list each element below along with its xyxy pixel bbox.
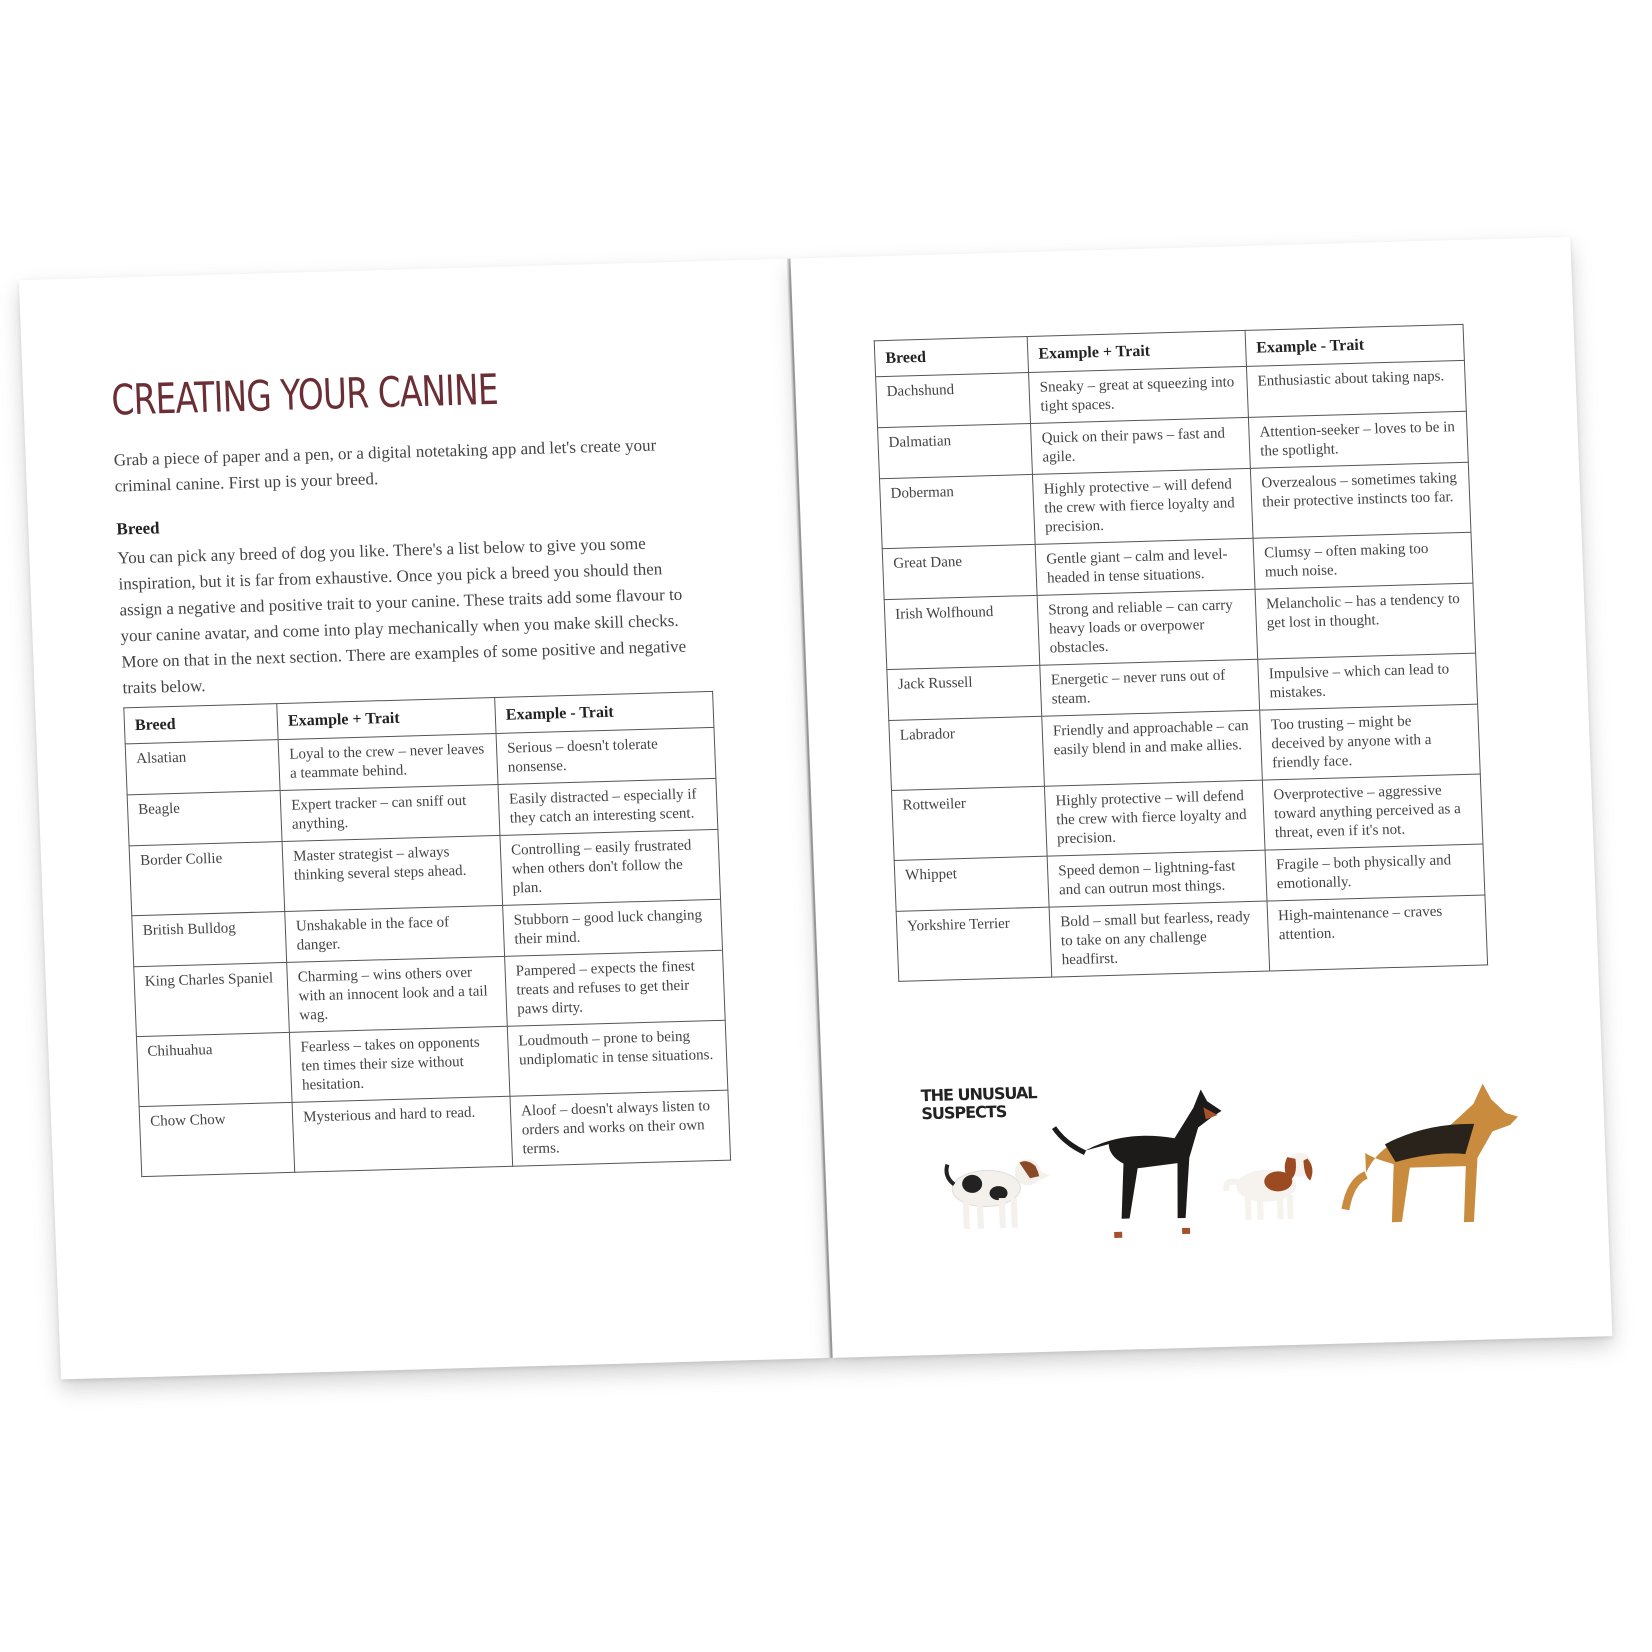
traits-table-right-body — [876, 360, 1488, 981]
table-row — [896, 895, 1487, 981]
cell-breed: Irish Wolfhound — [884, 595, 1040, 669]
cell-negative: Serious – doesn't tolerate nonsense. — [496, 727, 716, 784]
cell-negative: Loudmouth – prone to being undiplomatic in tense situations. — [507, 1020, 728, 1096]
header-negative-trait: Example - Trait — [1245, 324, 1464, 366]
table-row — [139, 1090, 730, 1176]
cell-negative: Too trusting – might be deceived by anyone with a friendly face. — [1260, 704, 1481, 780]
cell-positive: Highly protective – will defend the crew with fierce loyalty and precision. — [1045, 780, 1266, 856]
cell-breed: Chihuahua — [136, 1032, 292, 1106]
cell-breed: Jack Russell — [887, 665, 1042, 720]
cell-positive: Loyal to the crew – never leaves a teammate behind. — [278, 734, 498, 791]
cell-positive: Bold – small but fearless, ready to take on any challenge headfirst. — [1049, 901, 1270, 977]
traits-table-left-body — [125, 727, 730, 1176]
cell-positive: Strong and reliable – can carry heavy loads or overpower obstacles. — [1037, 589, 1258, 665]
cell-breed: Rottweiler — [891, 786, 1047, 860]
header-breed: Breed — [124, 704, 278, 744]
dog-illustrations — [912, 1058, 1538, 1245]
cell-negative: Impulsive – which can lead to mistakes. — [1258, 653, 1478, 710]
header-positive-trait: Example + Trait — [1027, 330, 1246, 372]
cell-positive: Unshakable in the face of danger. — [285, 905, 505, 962]
book-spread — [19, 237, 1621, 1400]
cell-breed: Dalmatian — [878, 423, 1033, 478]
cell-negative: Fragile – both physically and emotionally. — [1265, 844, 1485, 901]
cell-positive: Master strategist – always thinking several steps ahead. — [282, 835, 503, 911]
cell-negative: Pampered – expects the finest treats and refuses to get their paws dirty. — [505, 950, 726, 1026]
doberman-illustration — [1053, 1089, 1227, 1240]
cell-breed: Labrador — [889, 716, 1045, 790]
cell-negative: Clumsy – often making too much noise. — [1253, 532, 1473, 589]
cell-negative: High-maintenance – craves attention. — [1267, 895, 1488, 971]
cell-positive: Expert tracker – can sniff out anything. — [280, 784, 500, 841]
cell-positive: Quick on their paws – fast and agile. — [1031, 417, 1251, 474]
cell-negative: Aloof – doesn't always listen to orders and works on their own terms. — [510, 1090, 731, 1166]
cell-negative: Controlling – easily frustrated when others don't follow the plan. — [500, 829, 721, 905]
cell-positive: Gentle giant – calm and level-headed in tense situations. — [1035, 538, 1255, 595]
cell-positive: Friendly and approachable – can easily blend in and make allies. — [1042, 710, 1263, 786]
cell-positive: Energetic – never runs out of steam. — [1040, 659, 1260, 716]
cell-positive: Fearless – takes on opponents ten times their size without hesitation. — [289, 1026, 510, 1102]
cell-negative: Stubborn – good luck changing their mind. — [503, 899, 723, 956]
breed-paragraph: You can pick any breed of dog you like. There's a list below to give you some inspiration, but it is far from exhaustive. Once you pick a breed you should then assign a negative and positive trait to your canine. These traits add some flavour to your canine avatar, and come into play mechanically when you make skill checks. More on that in the next section. There are examples of some positive and negative traits below. — [117, 533, 687, 698]
jack-russell-illustration — [946, 1159, 1052, 1230]
page-title: CREATING YOUR CANINE — [110, 364, 499, 425]
cell-breed: Beagle — [127, 791, 282, 846]
cell-negative: Melancholic – has a tendency to get lost in thought. — [1255, 583, 1476, 659]
cell-breed: Doberman — [880, 474, 1036, 548]
left-page — [19, 259, 831, 1380]
header-breed: Breed — [874, 337, 1028, 377]
cell-negative: Overzealous – sometimes taking their protective instincts too far. — [1250, 462, 1471, 538]
cell-positive: Mysterious and hard to read. — [292, 1096, 513, 1172]
header-negative-trait: Example - Trait — [495, 691, 714, 733]
alsatian-illustration — [1341, 1083, 1522, 1226]
cell-positive: Charming – wins others over with an innocent look and a tail wag. — [287, 956, 508, 1032]
cell-breed: Border Collie — [129, 842, 285, 916]
traits-table-right — [874, 324, 1488, 982]
cell-breed: Chow Chow — [139, 1102, 295, 1176]
cell-negative: Attention-seeker – loves to be in the spotlight. — [1248, 411, 1468, 468]
cell-breed: Yorkshire Terrier — [896, 907, 1052, 981]
king-charles-spaniel-illustration — [1225, 1152, 1314, 1220]
cell-breed: Alsatian — [125, 740, 280, 795]
cell-negative: Overprotective – aggressive toward anything perceived as a threat, even if it's not. — [1262, 774, 1483, 850]
logo-line-2: SUSPECTS — [921, 1101, 1007, 1124]
logo-line-1: THE UNUSUAL — [920, 1083, 1037, 1106]
cell-breed: Whippet — [894, 856, 1049, 911]
cell-breed: Great Dane — [882, 544, 1037, 599]
cell-breed: King Charles Spaniel — [134, 962, 290, 1036]
cell-breed: British Bulldog — [132, 911, 287, 966]
cell-breed: Dachshund — [876, 373, 1031, 428]
cell-positive: Highly protective – will defend the crew with fierce loyalty and precision. — [1033, 468, 1254, 544]
breed-heading: Breed — [116, 518, 160, 539]
cell-negative: Enthusiastic about taking naps. — [1247, 360, 1467, 417]
cell-positive: Speed demon – lightning-fast and can outrun most things. — [1047, 850, 1267, 907]
header-positive-trait: Example + Trait — [277, 698, 496, 740]
cell-negative: Easily distracted – especially if they catch an interesting scent. — [498, 778, 718, 835]
traits-table-left — [123, 691, 731, 1177]
intro-paragraph: Grab a piece of paper and a pen, or a digital notetaking app and let's create your criminal canine. First up is your breed. — [113, 435, 657, 496]
cell-positive: Sneaky – great at squeezing into tight spaces. — [1029, 366, 1249, 423]
right-page — [791, 237, 1613, 1358]
